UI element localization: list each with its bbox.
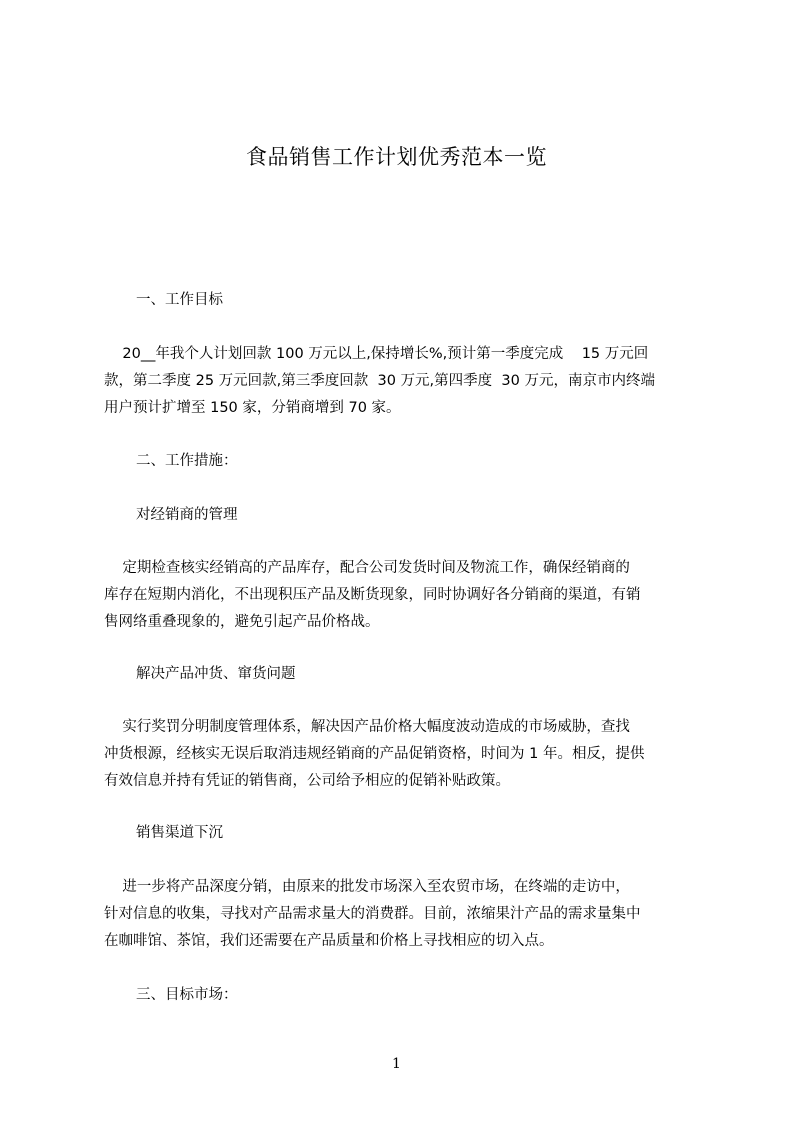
section-heading-target-market: 三、目标市场： [136,987,238,1003]
subheading-channel-sinking: 销售渠道下沉 [136,825,223,841]
paragraph-line: 实行奖罚分明制度管理体系，解决因产品价格大幅度波动造成的市场威胁，查找 [104,719,630,735]
paragraph-line: 用户预计扩增至 150 家，分销商增到 70 家。 [104,400,401,416]
section-heading-goals: 一、工作目标 [136,292,223,308]
paragraph-line: 在咖啡馆、茶馆，我们还需要在产品质量和价格上寻找相应的切入点。 [104,933,554,949]
paragraph-line: 售网络重叠现象的，避免引起产品价格战。 [104,614,380,630]
paragraph-line: 冲货根源，经核实无误后取消违规经销商的产品促销资格，时间为 1 年。相反，提供 [104,746,645,762]
paragraph-line: 针对信息的收集，寻找对产品需求量大的消费群。目前，浓缩果汁产品的需求量集中 [104,906,641,922]
document-title: 食品销售工作计划优秀范本一览 [246,145,547,169]
paragraph-goals [104,341,699,422]
section-heading-measures: 二、工作措施： [136,453,238,469]
paragraph-line: 款，第二季度 25 万元回款,第三季度回款 30 万元,第四季度 30 万元，南京市内终端 [104,373,655,389]
paragraph-line: 定期检查核实经销高的产品库存，配合公司发货时间及物流工作，确保经销商的 [104,560,630,576]
paragraph-line: 有效信息并持有凭证的销售商，公司给予相应的促销补贴政策。 [104,773,510,789]
paragraph-cross-selling [104,714,699,795]
subheading-distributor-management: 对经销商的管理 [136,507,238,523]
page-number: 1 [392,1056,401,1072]
paragraph-line: 库存在短期内消化，不出现积压产品及断货现象，同时协调好各分销商的渠道，有销 [104,587,641,603]
paragraph-distributor-management [104,555,699,636]
paragraph-channel-sinking [104,874,699,955]
paragraph-line: 20__年我个人计划回款 100 万元以上,保持增长%,预计第一季度完成 15 万元回 [104,346,649,362]
subheading-cross-selling: 解决产品冲货、窜货问题 [136,666,296,682]
paragraph-line: 进一步将产品深度分销，由原来的批发市场深入至农贸市场，在终端的走访中， [104,879,630,895]
